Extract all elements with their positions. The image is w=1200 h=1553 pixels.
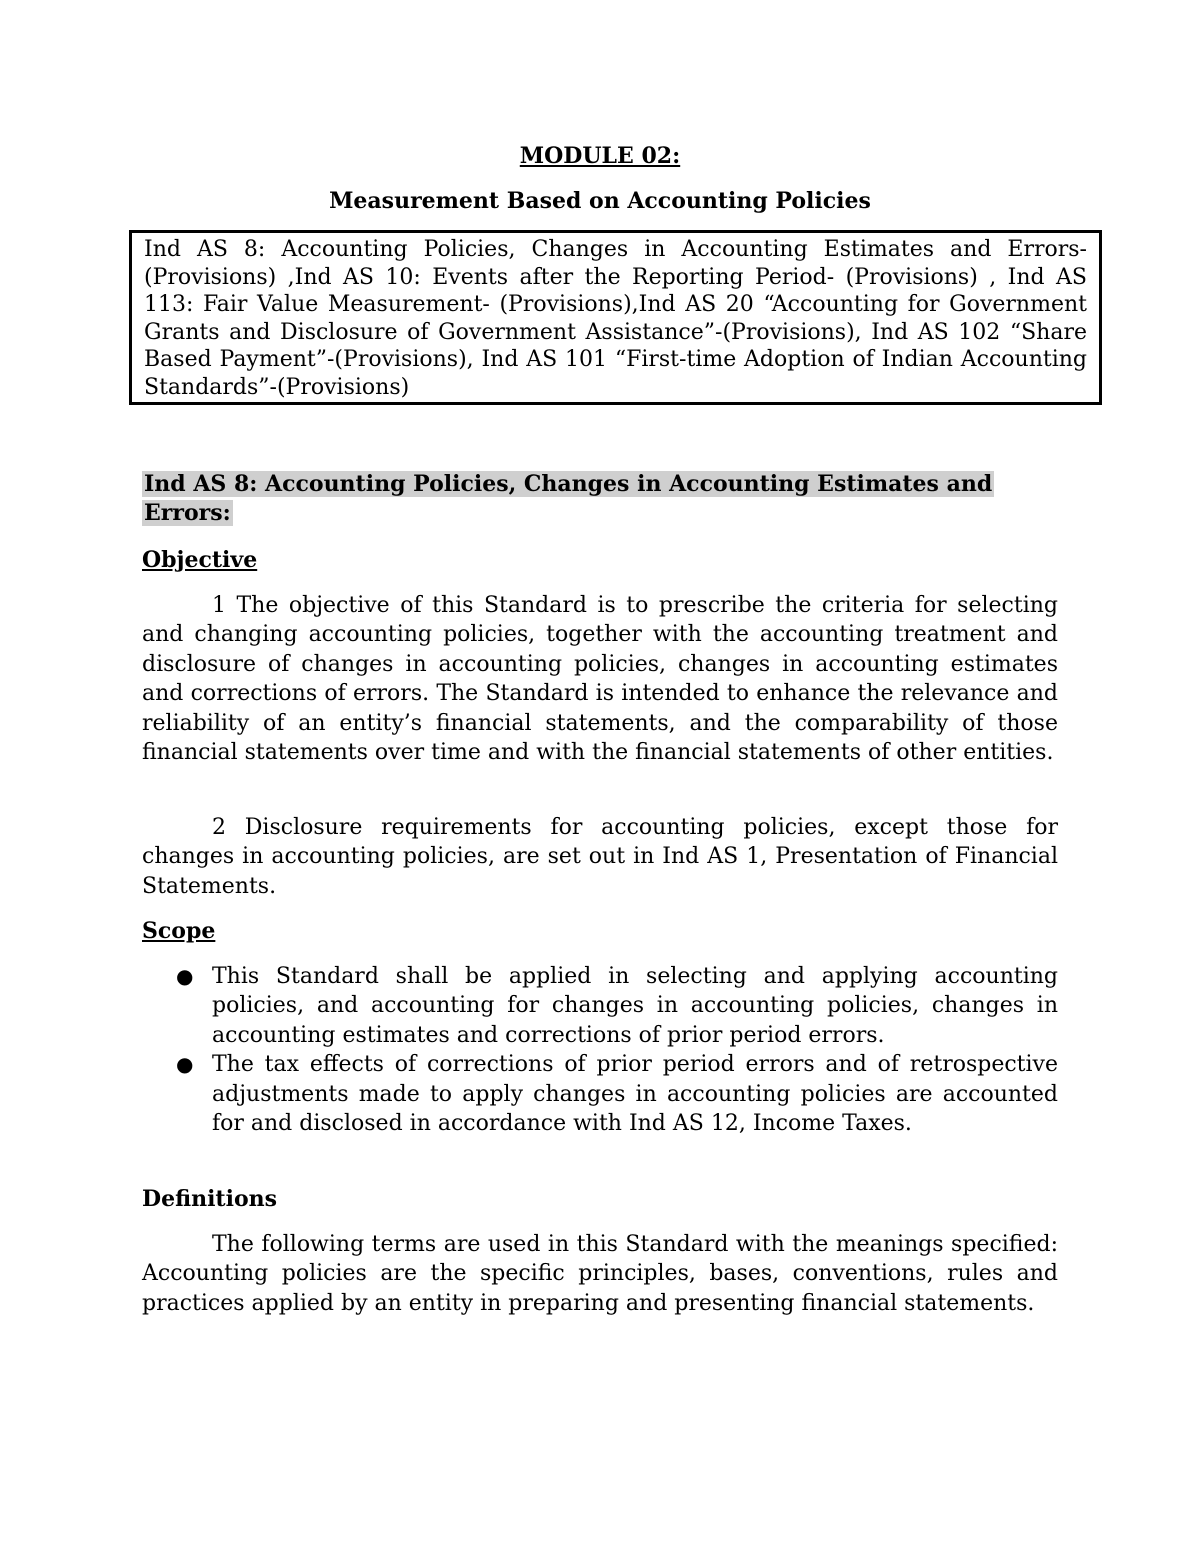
objective-paragraph-2: 2 Disclosure requirements for accounting policies, except those for changes in accounting policies, are set out in Ind AS 1, Presentation of Financial Statements. [142,815,1058,899]
scope-item-text: The tax effects of corrections of prior period errors and of retrospective adjustments made to apply changes in accounting policies are accounted for and disclosed in accordance with Ind AS 12, Income Taxes. [212,1052,1058,1137]
section-heading [142,470,1062,528]
scope-heading: Scope [142,918,216,944]
module-subtitle: Measurement Based on Accounting Policies [329,188,871,214]
bullet-dot-icon: ● [176,964,194,988]
scope-item-text: This Standard shall be applied in selecting and applying accounting policies, and accounting for changes in accounting policies, changes in accounting estimates and corrections of prior period errors. [212,964,1058,1048]
list-item [142,962,1058,1050]
objective-paragraph-1: 1 The objective of this Standard is to prescribe the criteria for selecting and changing accounting policies, together with the accounting treatment and disclosure of changes in accounting policies, changes in accounting estimates and corrections of errors. The Standard is intended to enhance the relevance and reliability of an entity’s financial statements, and the comparability of those financial statements over time and with the financial statements of other entities. [142,593,1058,766]
module-title: MODULE 02: [519,143,681,169]
definitions-paragraph: The following terms are used in this Standard with the meanings specified: Accounting policies are the specific principles, bases, conventions, rules and practices applied by an entity in preparing and presenting financial statements. [142,1232,1058,1316]
bullet-dot-icon: ● [176,1052,194,1077]
list-item [142,1050,1058,1138]
definitions-heading: Definitions [142,1186,277,1212]
objective-heading: Objective [142,547,258,573]
section-heading-text: Ind AS 8: Accounting Policies, Changes in Accounting Estimates and Errors: [144,471,993,526]
scope-list [142,962,1058,1138]
syllabus-box: Ind AS 8: Accounting Policies, Changes in Accounting Estimates and Errors- (Provisions) ,Ind AS 10: Events after the Reporting Period- (Provisions) , Ind AS 113: Fair Value Measurement- (Provisions),Ind AS 20 “Accounting for Government Grants and Disclosure of Government Assistance”-(Provisions), Ind AS 102 “Share Based Payment”-(Provisions), Ind AS 101 “First-time Adoption of Indian Accounting Standards”-(Provisions) [129,230,1102,405]
